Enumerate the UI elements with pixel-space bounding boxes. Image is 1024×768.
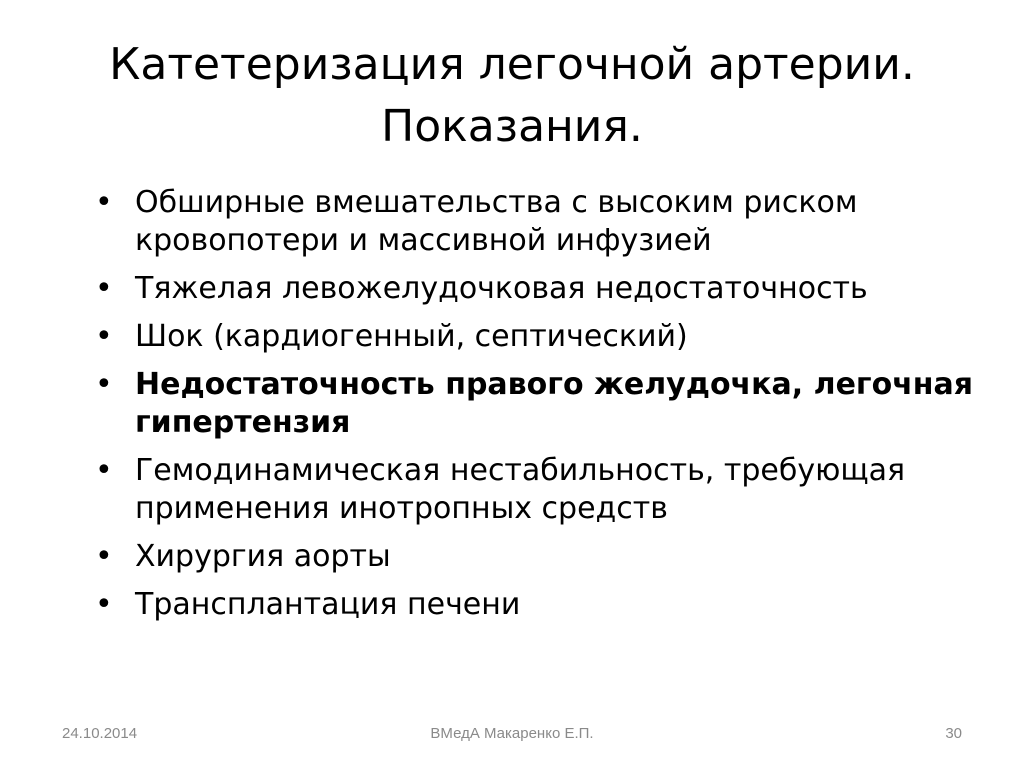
- bullet-text: Тяжелая левожелудочковая недостаточность: [135, 271, 868, 306]
- bullet-item: [95, 452, 985, 528]
- bullet-glyph: •: [95, 271, 113, 306]
- bullet-list: [95, 184, 985, 634]
- footer-author: ВМедА Макаренко Е.П.: [430, 725, 594, 742]
- footer-date: 24.10.2014: [62, 725, 138, 742]
- bullet-glyph: •: [95, 539, 113, 574]
- bullet-glyph: •: [95, 367, 113, 402]
- bullet-item: [95, 318, 985, 356]
- bullet-text: Трансплантация печени: [135, 587, 521, 622]
- page-number: 30: [945, 725, 962, 742]
- bullet-glyph: •: [95, 453, 113, 488]
- bullet-item-emphasized: [95, 366, 985, 442]
- bullet-glyph: •: [95, 587, 113, 622]
- bullet-text: Гемодинамическая нестабильность, требующая применения инотропных средств: [135, 453, 906, 526]
- bullet-text: Хирургия аорты: [135, 539, 391, 574]
- slide-title-line-2: Показания.: [381, 101, 643, 152]
- bullet-item: [95, 184, 985, 260]
- bullet-text: Шок (кардиогенный, септический): [135, 319, 688, 354]
- slide-title: [40, 34, 984, 158]
- bullet-text: Обширные вмешательства с высоким риском кровопотери и массивной инфузией: [135, 185, 858, 258]
- bullet-text: Недостаточность правого желудочка, легочная гипертензия: [135, 367, 974, 440]
- bullet-item: [95, 270, 985, 308]
- bullet-item: [95, 586, 985, 624]
- bullet-item: [95, 538, 985, 576]
- bullet-glyph: •: [95, 319, 113, 354]
- bullet-glyph: •: [95, 185, 113, 220]
- slide-title-line-1: Катетеризация легочной артерии.: [109, 39, 915, 90]
